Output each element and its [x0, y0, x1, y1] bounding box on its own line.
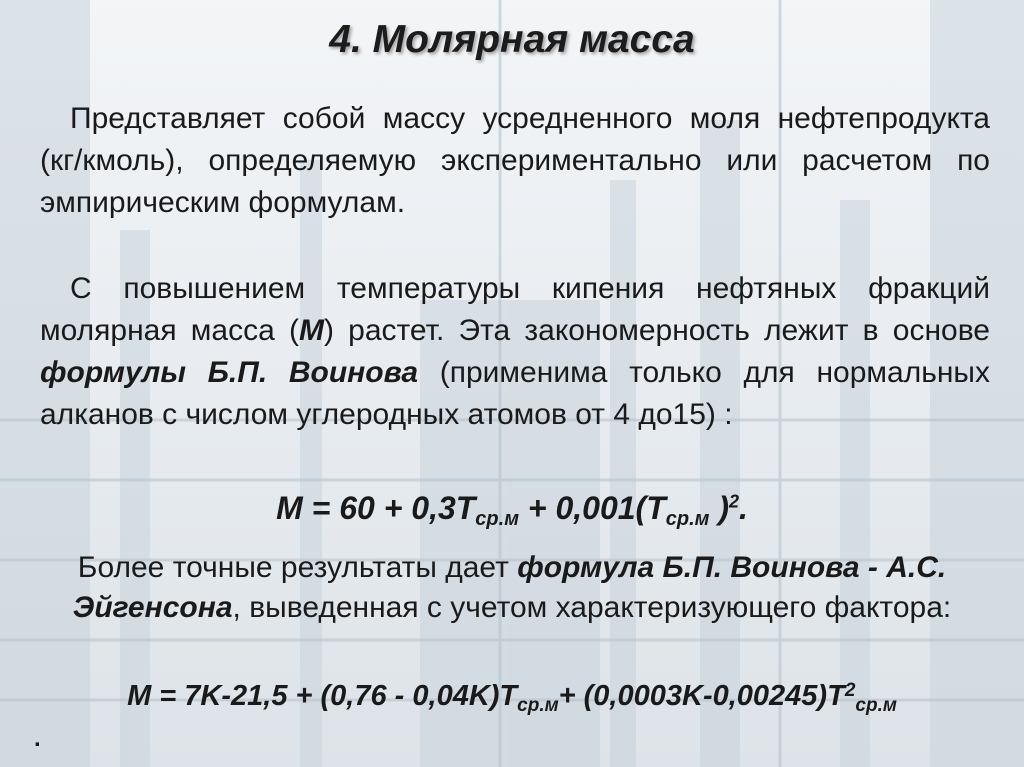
formula2-sup: 2	[844, 680, 856, 701]
formula1-part2: + 0,001(T	[519, 490, 666, 526]
voinov-eigenson-formula-name: формула Б.П. Воинова - А.С. Эйгенсона	[72, 551, 947, 624]
voinov-eigenson-formula	[0, 680, 1024, 717]
formula1-sub2: ср.м	[665, 508, 710, 530]
paragraph3-text-1: Более точные результаты дает	[77, 551, 518, 584]
voinov-formula-name: формулы Б.П. Воинова	[40, 356, 419, 389]
voinov-formula	[0, 490, 1024, 531]
formula1-part3: )	[709, 490, 729, 526]
paragraph3-text-2: , выведенная с учетом характеризующего фактора:	[232, 591, 952, 624]
paragraph-definition: Представляет собой массу усредненного моля нефтепродукта (кг/кмоль), определяемую экспериментально или расчетом по эмпирическим формулам.	[40, 102, 990, 219]
paragraph-voinov-text-3: (применима только для нормальных алканов с числом углеродных атомов от 4 до15) :	[40, 356, 990, 431]
formula2-part2: + (0,0003K-0,00245)T	[558, 680, 845, 712]
trailing-dot: .	[34, 725, 41, 752]
formula2-part1: M = 7K-21,5 + (0,76 - 0,04K)T	[127, 680, 518, 712]
formula1-tail: .	[739, 490, 748, 526]
formula1-sup: 2	[729, 491, 740, 512]
formula1-sub1: ср.м	[475, 508, 519, 530]
paragraph-voinov-text-1: С повышением температуры кипения нефтяных фракций молярная масса (	[40, 272, 990, 347]
formula2-sub2: ср.м	[855, 695, 897, 716]
paragraph-voinov-eigenson	[30, 548, 994, 628]
formula1-part1: M = 60 + 0,3T	[276, 490, 476, 526]
symbol-m: M	[298, 314, 324, 347]
paragraph-voinov-text-2: ) растет. Эта закономерность лежит в основе	[323, 314, 990, 347]
formula2-sub1: ср.м	[517, 695, 559, 716]
slide-title: 4. Молярная масса	[329, 18, 695, 61]
paragraph-voinov	[40, 268, 990, 436]
